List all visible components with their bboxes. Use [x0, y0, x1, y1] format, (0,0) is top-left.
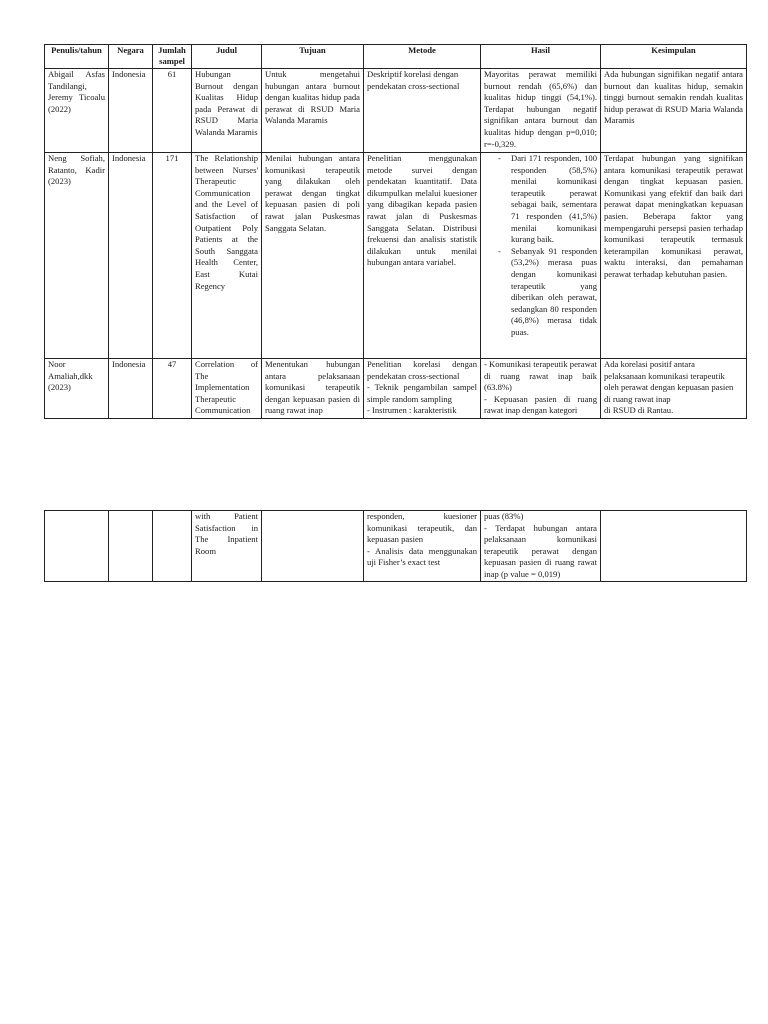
header-jumlah-sampel: Jumlah sampel	[153, 45, 192, 69]
header-hasil: Hasil	[481, 45, 601, 69]
cell-kesimpulan	[601, 359, 747, 419]
header-kesimpulan: Kesimpulan	[601, 45, 747, 69]
table-row	[45, 69, 747, 153]
kesimpulan-line: di ruang rawat inap	[604, 393, 671, 404]
list-item: - Sebanyak 91 responden (53,2%) merasa puas dengan komunikasi terapeutik yang diberikan oleh perawat, sedangkan 80 responden (46,8%) merasa tidak puas.	[511, 246, 597, 339]
cell-jumlah-sampel	[153, 511, 192, 582]
hasil-line: - Komunikasi terapeutik perawat di ruang rawat inap baik (63.8%)	[484, 359, 597, 393]
cell-kesimpulan: Terdapat hubungan yang signifikan antara komunikasi terapeutik perawat dengan tingkat kepuasan pasien. Komunikasi yang efektif dan baik dari perawat dapat meningkatkan kepuasan pasien. Beberapa faktor yang mempengaruhi persepsi pasien terhadap komunikasi terapeutik termasuk keterampilan komunikasi perawat, waktu interaksi, dan pemahaman perawat terhadap kebutuhan pasien.	[601, 153, 747, 359]
cell-penulis	[45, 511, 109, 582]
cell-jumlah-sampel: 47	[153, 359, 192, 419]
cell-tujuan: Menentukan hubungan antara pelaksanaan komunikasi terapeutik dengan kepuasan pasien di ruang rawat inap	[262, 359, 364, 419]
cell-tujuan: Menilai hubungan antara komunikasi terapeutik yang dilakukan oleh perawat dengan tingkat kepuasan pasien di poli rawat jalan Puskesmas Sanggata Selatan.	[262, 153, 364, 359]
cell-negara: Indonesia	[109, 69, 153, 153]
hasil-list	[484, 153, 597, 339]
cell-tujuan: Untuk mengetahui hubungan antara burnout dengan kualitas hidup pada perawat di RSUD Maria Walanda Maramis	[262, 69, 364, 153]
cell-metode	[364, 359, 481, 419]
table-header-row	[45, 45, 747, 69]
cell-hasil: Mayoritas perawat memiliki burnout rendah (65,6%) dan kualitas hidup tinggi (54,1%). Terdapat hubungan negatif signifikan antara burnout dan kualitas hidup dengan p=0,010; r=-0,329.	[481, 69, 601, 153]
cell-penulis: Noor Amaliah,dkk (2023)	[45, 359, 109, 419]
cell-penulis: Neng Sofiah, Ratanto, Kadir (2023)	[45, 153, 109, 359]
metode-line: - Instrumen : karakteristik	[367, 405, 457, 416]
header-tujuan: Tujuan	[262, 45, 364, 69]
kesimpulan-line: di RSUD di Rantau.	[604, 405, 674, 416]
table-row	[45, 359, 747, 419]
header-metode: Metode	[364, 45, 481, 69]
cell-judul: Correlation of The Implementation Therapeutic Communication	[192, 359, 262, 419]
cell-kesimpulan: Ada hubungan signifikan negatif antara burnout dan kualitas hidup, semakin tinggi burnout semakin rendah kualitas hidup perawat di RSUD Maria Walanda Maramis	[601, 69, 747, 153]
table-row	[45, 511, 747, 582]
kesimpulan-line: Ada korelasi positif antara	[604, 359, 695, 369]
cell-negara	[109, 511, 153, 582]
cell-tujuan	[262, 511, 364, 582]
metode-line: responden, kuesioner komunikasi terapeutik, dan kepuasan pasien	[367, 511, 477, 545]
literature-review-table	[44, 44, 747, 419]
kesimpulan-line: oleh perawat dengan kepuasan pasien	[604, 382, 734, 393]
hasil-line: puas (83%)	[484, 511, 524, 521]
kesimpulan-line: pelaksanaan komunikasi terapeutik	[604, 370, 725, 381]
cell-hasil	[481, 359, 601, 419]
cell-negara: Indonesia	[109, 153, 153, 359]
header-judul: Judul	[192, 45, 262, 69]
cell-hasil	[481, 153, 601, 359]
list-item: - Dari 171 responden, 100 responden (58,5%) menilai komunikasi terapeutik perawat sebagai baik, sementara 71 responden (41,5%) menilai komunikasi kurang baik.	[511, 153, 597, 246]
cell-jumlah-sampel: 171	[153, 153, 192, 359]
cell-penulis: Abigail Asfas Tandilangi, Jeremy Ticoalu (2022)	[45, 69, 109, 153]
cell-metode: Deskriptif korelasi dengan pendekatan cross-sectional	[364, 69, 481, 153]
cell-metode: Penelitian menggunakan metode survei dengan pendekatan kuantitatif. Data dikumpulkan melalui kuesioner yang dibagikan kepada pasien rawat jalan di Puskesmas Sanggata Selatan. Distribusi frekuensi dan analisis statistik dilakukan untuk menilai hubungan antara variabel.	[364, 153, 481, 359]
cell-negara: Indonesia	[109, 359, 153, 419]
cell-judul: Hubungan Burnout dengan Kualitas Hidup pada Perawat di RSUD Maria Walanda Maramis	[192, 69, 262, 153]
header-negara: Negara	[109, 45, 153, 69]
cell-hasil	[481, 511, 601, 582]
metode-line: - Analisis data menggunakan uji Fisher’s exact test	[367, 545, 477, 568]
cell-kesimpulan	[601, 511, 747, 582]
hasil-line: - Kepuasan pasien di ruang rawat inap dengan kategori	[484, 393, 597, 416]
hasil-line: - Terdapat hubungan antara pelaksanaan komunikasi terapeutik perawat dengan kepuasan pasien di ruang rawat inap (p value = 0,019)	[484, 522, 597, 579]
table-row	[45, 153, 747, 359]
cell-jumlah-sampel: 61	[153, 69, 192, 153]
cell-metode	[364, 511, 481, 582]
metode-line: Penelitian korelasi dengan pendekatan cross-sectional	[367, 359, 477, 381]
cell-judul: The Relationship between Nurses' Therapeutic Communication and the Level of Satisfaction of Outpatient Poly Patients at the South Sanggata Health Center, East Kutai Regency	[192, 153, 262, 359]
metode-line: - Teknik pengambilan sampel simple random sampling	[367, 382, 477, 404]
literature-review-table-continued	[44, 510, 747, 582]
header-penulis: Penulis/tahun	[45, 45, 109, 69]
cell-judul: with Patient Satisfaction in The Inpatient Room	[192, 511, 262, 582]
